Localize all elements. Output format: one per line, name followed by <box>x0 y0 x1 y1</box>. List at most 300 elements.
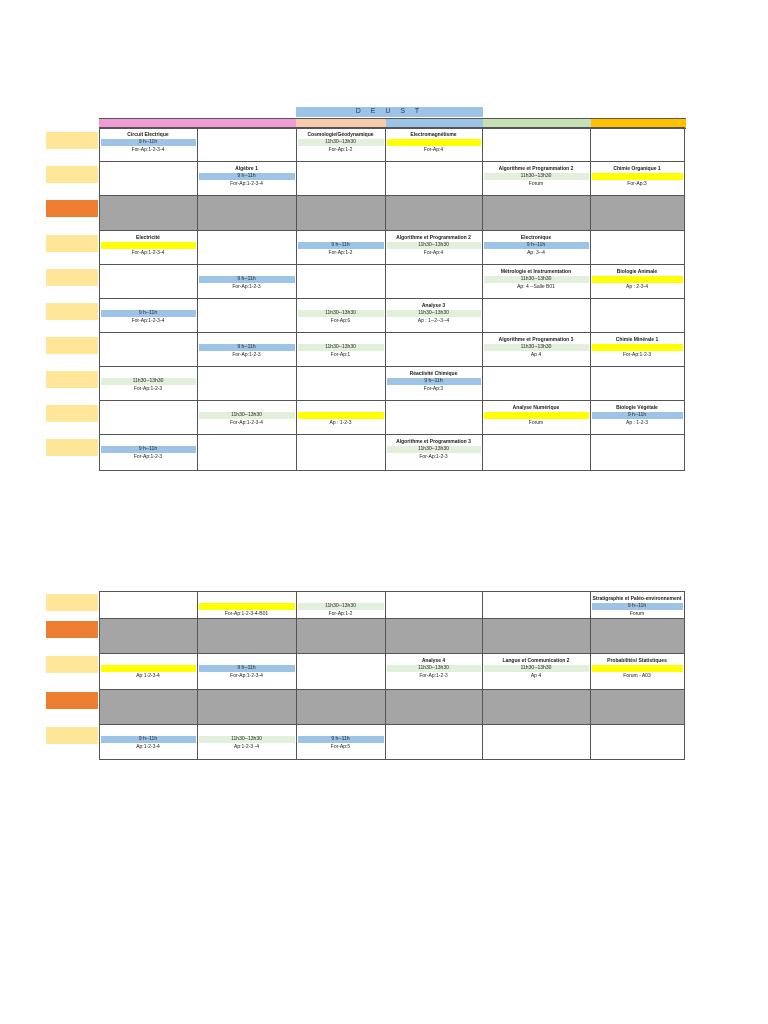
course-time: 11h30--13h30 <box>199 736 295 743</box>
course-title <box>386 596 482 603</box>
table-1-body <box>46 128 684 471</box>
schedule-cell <box>385 654 482 690</box>
course-time: 11h30--13h30 <box>199 412 295 419</box>
course-time <box>592 446 683 453</box>
course-title <box>198 337 296 344</box>
course-groups <box>297 453 385 461</box>
cell-content <box>386 435 482 470</box>
course-time: 9 h--11h <box>199 665 295 672</box>
course-title <box>198 303 296 310</box>
course-title <box>483 132 590 139</box>
course-title <box>297 658 385 665</box>
cell-content <box>198 162 296 195</box>
cell-content <box>297 725 385 759</box>
course-time <box>484 139 589 146</box>
course-title <box>386 337 482 344</box>
course-time: 11h30--13h30 <box>298 139 384 146</box>
cell-content <box>100 128 197 161</box>
cell-content <box>198 265 296 298</box>
schedule-cell <box>482 162 590 196</box>
course-title <box>297 269 385 276</box>
cell-content <box>297 592 385 618</box>
course-time: 11h30--13h30 <box>387 665 481 672</box>
break-row <box>46 690 684 725</box>
course-title: Analyse 4 <box>421 658 446 664</box>
course-groups <box>591 453 684 461</box>
course-time <box>199 446 295 453</box>
cell-content <box>483 435 590 470</box>
row-label <box>46 333 99 367</box>
course-title <box>297 371 385 378</box>
course-time: 9 h--11h <box>101 446 196 453</box>
break-cell <box>296 196 385 231</box>
cell-content <box>591 367 684 400</box>
cell-content <box>386 265 482 298</box>
course-title: Probabilités/ Statistiques <box>607 658 667 664</box>
schedule-cell <box>482 592 590 619</box>
course-time <box>199 603 295 610</box>
course-groups: For-Ap:1-2 <box>328 250 353 256</box>
schedule-cell <box>482 128 590 162</box>
schedule-cell <box>296 162 385 196</box>
cell-content <box>198 401 296 434</box>
schedule-cell <box>197 162 296 196</box>
break-cell <box>482 690 590 725</box>
course-time <box>199 310 295 317</box>
course-time <box>101 173 196 180</box>
schedule-cell <box>296 128 385 162</box>
course-groups <box>198 385 296 393</box>
cell-content <box>591 265 684 298</box>
course-time: 11h30--13h30 <box>298 310 384 317</box>
course-groups: Ap 4 <box>530 673 542 679</box>
cell-content <box>483 725 590 759</box>
schedule-cell <box>197 128 296 162</box>
course-groups <box>591 385 684 393</box>
cell-content <box>297 654 385 689</box>
course-time <box>484 412 589 419</box>
cell-content <box>100 592 197 618</box>
course-time: 9 h--11h <box>298 736 384 743</box>
course-title <box>386 269 482 276</box>
cell-content <box>297 435 385 470</box>
course-groups: Ap: 4 --Salle B01 <box>517 284 555 290</box>
schedule-row <box>46 725 684 760</box>
course-title <box>591 132 684 139</box>
course-title <box>198 132 296 139</box>
break-cell <box>99 619 197 654</box>
row-label <box>46 299 99 333</box>
schedule-cell <box>590 592 684 619</box>
course-time: 11h30--13h30 <box>387 242 481 249</box>
course-title <box>198 658 296 665</box>
row-label <box>46 690 99 725</box>
break-cell <box>482 619 590 654</box>
course-title <box>100 596 197 603</box>
course-time: 9 h--11h <box>387 378 481 385</box>
day-swatch <box>46 439 98 456</box>
course-time <box>199 378 295 385</box>
course-title: Biologie Animale <box>616 269 658 275</box>
course-groups <box>100 419 197 427</box>
cell-content <box>198 299 296 332</box>
course-title <box>100 405 197 412</box>
schedule-cell <box>197 231 296 265</box>
course-title <box>483 303 590 310</box>
course-title: Algorithme et Programmation 3 <box>396 439 471 445</box>
cell-content <box>483 654 590 689</box>
course-groups: For-Ap:1 <box>330 352 351 358</box>
course-groups <box>386 419 482 427</box>
row-label <box>46 367 99 401</box>
course-time <box>484 310 589 317</box>
schedule-cell <box>296 401 385 435</box>
course-time <box>387 173 481 180</box>
course-time <box>592 242 683 249</box>
cell-content <box>483 265 590 298</box>
course-title <box>386 166 482 173</box>
course-time: 11h30--13h30 <box>101 378 196 385</box>
course-time: 9 h--11h <box>199 173 295 180</box>
cell-content <box>483 299 590 332</box>
row-label <box>46 196 99 231</box>
break-cell <box>197 619 296 654</box>
course-time <box>592 344 683 351</box>
course-title <box>591 729 684 736</box>
cell-content <box>591 231 684 264</box>
schedule-row <box>46 231 684 265</box>
cell-content <box>198 435 296 470</box>
schedule-cell <box>385 162 482 196</box>
schedule-row <box>46 401 684 435</box>
course-time <box>199 139 295 146</box>
cell-content <box>386 367 482 400</box>
course-groups <box>591 743 684 751</box>
schedule-cell <box>482 725 590 760</box>
course-groups: Ap 4 <box>530 352 542 358</box>
course-title: Réactivité Chimique <box>409 371 458 377</box>
course-groups: For-Ap:6 <box>330 318 351 324</box>
day-swatch <box>46 132 98 149</box>
course-time <box>298 665 384 672</box>
schedule-row <box>46 592 684 619</box>
schedule-cell <box>99 333 197 367</box>
schedule-table-2 <box>46 591 685 760</box>
course-title <box>198 596 296 603</box>
course-time: 9 h--11h <box>298 242 384 249</box>
day-swatch <box>46 727 98 744</box>
course-title: Analyse 3 <box>421 303 446 309</box>
schedule-cell <box>296 592 385 619</box>
schedule-cell <box>482 367 590 401</box>
break-swatch <box>46 621 98 638</box>
course-groups: Ap:1-2-3 -4 <box>233 744 259 750</box>
course-title <box>100 337 197 344</box>
course-title <box>591 371 684 378</box>
schedule-cell <box>99 299 197 333</box>
cell-content <box>386 333 482 366</box>
schedule-cell <box>590 128 684 162</box>
schedule-row <box>46 128 684 162</box>
course-title: Algorithme et Programmation 2 <box>498 166 574 172</box>
schedule-cell <box>197 725 296 760</box>
course-groups: Ap : 2-3-4 <box>626 284 648 290</box>
cell-content <box>297 265 385 298</box>
schedule-cell <box>590 725 684 760</box>
course-groups: For-Ap:3 <box>423 386 444 392</box>
schedule-row <box>46 333 684 367</box>
course-time <box>298 412 384 419</box>
cell-content <box>483 231 590 264</box>
course-time: 9 h--11h <box>199 344 295 351</box>
cell-content <box>198 592 296 618</box>
break-cell <box>385 690 482 725</box>
course-title <box>100 166 197 173</box>
schedule-cell <box>296 333 385 367</box>
break-row <box>46 619 684 654</box>
cell-content <box>386 162 482 195</box>
break-cell <box>296 690 385 725</box>
course-groups: For-Ap:1-2-3-4 <box>131 147 165 153</box>
schedule-cell <box>590 333 684 367</box>
course-title: Métrologie et Instrumentation <box>500 269 572 275</box>
course-time <box>298 446 384 453</box>
course-time <box>484 736 589 743</box>
course-time <box>298 173 384 180</box>
course-title <box>100 269 197 276</box>
course-groups: For-Ap:1-2-3 <box>133 454 163 460</box>
cell-content <box>198 231 296 264</box>
day-swatch <box>46 269 98 286</box>
course-groups: For-Ap:1-2-3 <box>232 352 261 358</box>
cell-content <box>386 654 482 689</box>
course-time: 9 h--11h <box>101 310 196 317</box>
course-groups <box>591 249 684 257</box>
day-swatch <box>46 235 98 252</box>
course-time <box>101 603 196 610</box>
cell-content <box>100 162 197 195</box>
course-groups <box>198 146 296 154</box>
schedule-cell <box>296 231 385 265</box>
course-time <box>387 736 481 743</box>
course-title <box>198 405 296 412</box>
schedule-cell <box>197 333 296 367</box>
schedule-cell <box>482 435 590 471</box>
course-time <box>592 310 683 317</box>
course-title: Analyse Numérique <box>512 405 560 411</box>
course-groups: Forum <box>629 611 645 617</box>
cell-content <box>100 725 197 759</box>
course-time: 9 h--11h <box>592 603 683 610</box>
schedule-cell <box>197 435 296 471</box>
course-time <box>387 344 481 351</box>
schedule-table-1 <box>46 127 685 471</box>
schedule-cell <box>482 654 590 690</box>
course-title <box>198 371 296 378</box>
day-swatch <box>46 303 98 320</box>
schedule-cell <box>590 654 684 690</box>
course-time <box>387 603 481 610</box>
course-time: 9 h--11h <box>592 412 683 419</box>
course-title <box>297 596 385 603</box>
course-title <box>198 439 296 446</box>
schedule-row <box>46 654 684 690</box>
course-time <box>387 139 481 146</box>
schedule-cell <box>197 367 296 401</box>
row-label <box>46 619 99 654</box>
course-groups: For-Ap:1-2 <box>328 147 353 153</box>
break-cell <box>385 196 482 231</box>
course-groups: Ap : 1-2-3 <box>329 420 352 426</box>
table-2-body <box>46 592 684 760</box>
cell-content <box>591 592 684 618</box>
row-label <box>46 401 99 435</box>
course-groups <box>483 146 590 154</box>
course-time <box>484 446 589 453</box>
cell-content <box>591 128 684 161</box>
course-groups <box>483 610 590 618</box>
schedule-cell <box>482 401 590 435</box>
cell-content <box>297 128 385 161</box>
course-time <box>101 412 196 419</box>
course-time: 9 h--11h <box>101 139 196 146</box>
course-time: 11h30--13h30 <box>484 173 589 180</box>
course-title <box>483 729 590 736</box>
cell-content <box>198 367 296 400</box>
schedule-cell <box>296 654 385 690</box>
course-title <box>483 596 590 603</box>
cell-content <box>100 435 197 470</box>
row-label <box>46 725 99 760</box>
schedule-cell <box>197 299 296 333</box>
course-title <box>297 303 385 310</box>
course-title <box>591 439 684 446</box>
cell-content <box>100 333 197 366</box>
cell-content <box>198 128 296 161</box>
course-groups <box>386 351 482 359</box>
course-title <box>297 337 385 344</box>
course-title <box>100 729 197 736</box>
cell-content <box>591 162 684 195</box>
course-groups: For-Ap:1-2-3-4 <box>230 420 263 426</box>
schedule-cell <box>385 592 482 619</box>
course-title: Electromagnétisme <box>410 132 457 138</box>
course-title: Biologie Végétale <box>616 405 658 411</box>
row-label <box>46 265 99 299</box>
schedule-cell <box>99 367 197 401</box>
course-groups <box>483 453 590 461</box>
cell-content <box>386 592 482 618</box>
course-time <box>592 276 683 283</box>
cell-content <box>297 299 385 332</box>
course-groups <box>297 385 385 393</box>
schedule-cell <box>296 299 385 333</box>
schedule-cell <box>385 333 482 367</box>
course-title <box>297 439 385 446</box>
schedule-row <box>46 435 684 471</box>
schedule-cell <box>99 162 197 196</box>
course-title <box>198 729 296 736</box>
course-title: Chimie Organique 1 <box>613 166 661 172</box>
course-time <box>101 276 196 283</box>
cell-content <box>100 265 197 298</box>
course-time <box>298 378 384 385</box>
day-swatch <box>46 594 98 611</box>
cell-content <box>591 654 684 689</box>
schedule-cell <box>197 654 296 690</box>
course-groups: For-Ap:4 <box>423 250 444 256</box>
row-label <box>46 231 99 265</box>
break-cell <box>296 619 385 654</box>
cell-content <box>198 654 296 689</box>
course-groups: For-Ap:1-2-3-4 <box>131 318 165 324</box>
cell-content <box>591 299 684 332</box>
course-groups <box>483 385 590 393</box>
course-groups: For-Ap:1-2-3 <box>133 386 163 392</box>
course-groups <box>386 743 482 751</box>
row-label <box>46 435 99 471</box>
cell-content <box>386 401 482 434</box>
course-groups: For-Ap:1-2-3 <box>622 352 652 358</box>
course-title <box>198 235 296 242</box>
schedule-cell <box>590 162 684 196</box>
course-groups <box>100 351 197 359</box>
course-title <box>297 166 385 173</box>
course-time <box>592 173 683 180</box>
course-time <box>484 603 589 610</box>
schedule-cell <box>590 435 684 471</box>
course-time <box>101 242 196 249</box>
course-title <box>386 405 482 412</box>
schedule-cell <box>197 401 296 435</box>
course-title <box>591 303 684 310</box>
schedule-row <box>46 265 684 299</box>
course-time <box>484 378 589 385</box>
course-title <box>483 371 590 378</box>
schedule-cell <box>296 435 385 471</box>
schedule-cell <box>590 299 684 333</box>
schedule-cell <box>296 725 385 760</box>
course-groups: For-Ap:1-2-3 <box>419 673 448 679</box>
cell-content <box>483 367 590 400</box>
schedule-cell <box>590 401 684 435</box>
course-title <box>297 235 385 242</box>
course-time: 9 h--11h <box>101 736 196 743</box>
break-cell <box>385 619 482 654</box>
schedule-cell <box>385 299 482 333</box>
row-label <box>46 654 99 690</box>
day-swatch <box>46 337 98 354</box>
course-time <box>101 344 196 351</box>
schedule-cell <box>482 299 590 333</box>
schedule-cell <box>99 265 197 299</box>
course-title: Algorithme et Programmation 3 <box>498 337 574 343</box>
course-time: 11h30--13h30 <box>484 344 589 351</box>
course-groups: For-Ap:1-2-3-4 <box>131 250 165 256</box>
schedule-cell <box>482 265 590 299</box>
cell-content <box>386 299 482 332</box>
cell-content <box>483 128 590 161</box>
course-title: Chimie Minérale 1 <box>615 337 659 343</box>
course-groups: For-Ap:1-2-3-4-B01 <box>224 611 269 617</box>
break-cell <box>197 196 296 231</box>
schedule-cell <box>590 265 684 299</box>
course-groups <box>198 249 296 257</box>
schedule-cell <box>99 654 197 690</box>
course-time <box>592 736 683 743</box>
course-groups <box>483 317 590 325</box>
course-title <box>483 439 590 446</box>
